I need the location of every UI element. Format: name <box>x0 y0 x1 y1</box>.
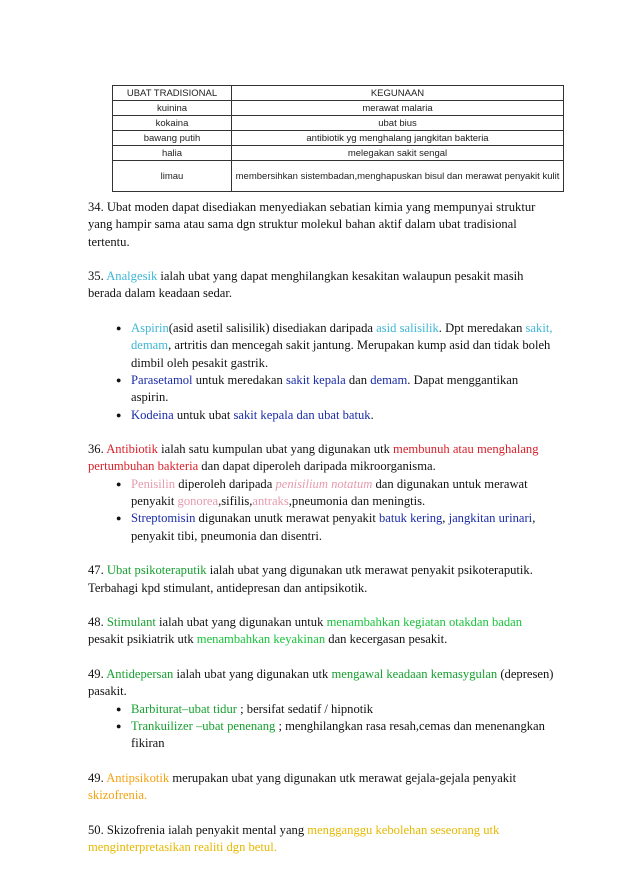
definition: ialah ubat yang digunakan utk merawat penyakit psikoteraputik. Terbahagi kpd stimulant, antidepresan dan antipsikotik. <box>88 563 533 595</box>
highlight: skizofrenia. <box>88 788 148 803</box>
highlight: sakit kepala <box>285 372 346 387</box>
text: ; menghilangkan rasa resah,cemas dan menenangkan fikiran <box>131 718 545 751</box>
table-row <box>113 131 564 146</box>
section-48 <box>88 614 558 649</box>
list-item <box>131 320 558 372</box>
section-number: 49. <box>88 667 107 682</box>
term-analgesik: Analgesik <box>106 269 158 284</box>
cell-ubat: kokaina <box>113 116 232 131</box>
highlight: menambahkan kegiatan otakdan badan <box>326 615 523 630</box>
header-ubat-tradisional: UBAT TRADISIONAL <box>113 86 232 101</box>
cell-ubat: bawang putih <box>113 131 232 146</box>
section-50 <box>88 822 558 857</box>
term-antibiotik: Antibiotik <box>106 442 158 457</box>
text: pesakit psikiatrik utk <box>88 632 197 647</box>
section-35 <box>88 268 558 303</box>
section-49-antidepersan <box>88 666 558 701</box>
term-barbiturat: Barbiturat–ubat tidur <box>131 701 237 716</box>
list-item <box>131 407 558 424</box>
text: diperoleh daripada <box>175 476 276 491</box>
text: dan dapat diperoleh daripada mikroorganisma. <box>198 459 436 474</box>
text: (depresen) pasakit. <box>88 667 554 699</box>
term-parasetamol: Parasetamol <box>131 372 193 387</box>
section-number-text: 50. Skizofrenia ialah penyakit mental yang <box>88 822 308 837</box>
text: . <box>370 407 374 422</box>
text: dan <box>345 372 371 387</box>
text: dan kecergasan pesakit. <box>325 632 448 647</box>
section-number: 48. <box>88 615 107 630</box>
table-row <box>113 146 564 161</box>
cell-kegunaan: antibiotik yg menghalang jangkitan bakteria <box>232 131 564 146</box>
list-item <box>131 701 558 718</box>
cell-ubat: halia <box>113 146 232 161</box>
term-antidepersan: Antidepersan <box>106 667 174 682</box>
notes-body <box>88 199 558 874</box>
section-number: 49. <box>88 770 107 785</box>
term-ubat-psikoteraputik: Ubat psikoteraputik <box>106 563 207 578</box>
text: untuk meredakan <box>192 372 286 387</box>
traditional-medicine-table <box>112 85 564 192</box>
table-row <box>113 161 564 192</box>
text: . Dapat menggantikan aspirin. <box>131 372 519 405</box>
list-item <box>131 510 558 545</box>
highlight: sakit, demam <box>131 321 553 353</box>
highlight: membunuh atau menghalang pertumbuhan bakteria <box>88 442 539 474</box>
cell-kegunaan: ubat bius <box>232 116 564 131</box>
section-49-antipsikotik <box>88 770 558 805</box>
term-stimulant: Stimulant <box>106 615 156 630</box>
text: ialah ubat yang digunakan utk <box>173 667 332 682</box>
highlight: asid salisilik <box>376 321 439 336</box>
highlight: sakit kepala dan ubat batuk <box>233 407 371 422</box>
highlight: menambahkan keyakinan <box>196 632 326 647</box>
text: . Dpt meredakan <box>438 321 526 336</box>
analgesik-list <box>88 320 558 424</box>
text: ,sifilis, <box>218 494 253 509</box>
text: merupakan ubat yang digunakan utk merawat gejala-gejala penyakit <box>169 770 517 785</box>
section-number: 36. <box>88 442 107 457</box>
text: , artritis dan mencegah sakit jantung. Merupakan kump asid dan tidak boleh dimbil oleh pesakit gastrik. <box>131 338 551 370</box>
highlight: jangkitan urinari <box>448 511 533 526</box>
highlight: demam <box>370 372 408 387</box>
term-antipsikotik: Antipsikotik <box>106 770 170 785</box>
term-kodeina: Kodeina <box>131 407 174 422</box>
section-34 <box>88 199 558 251</box>
header-kegunaan: KEGUNAAN <box>232 86 564 101</box>
highlight: mengawal keadaan kemasygulan <box>331 667 498 682</box>
definition: ialah ubat yang dapat menghilangkan kesakitan walaupun pesakit masih berada dalam keadaan sedar. <box>88 269 524 301</box>
text: ,pneumonia dan meningtis. <box>288 494 426 509</box>
cell-ubat: limau <box>113 161 232 192</box>
table-row <box>113 116 564 131</box>
list-item <box>131 372 558 407</box>
term-aspirin: Aspirin <box>131 321 169 336</box>
highlight: gonorea <box>177 494 219 509</box>
highlight: penisilium notatum <box>275 476 373 491</box>
cell-ubat: kuinina <box>113 101 232 116</box>
term-streptomisin: Streptomisin <box>131 511 196 526</box>
text: dan digunakan untuk merawat penyakit <box>131 476 528 509</box>
text: untuk ubat <box>173 407 234 422</box>
section-number: 47. <box>88 563 107 578</box>
text: , penyakit tibi, pneumonia dan disentri. <box>131 511 536 543</box>
text: ; bersifat sedatif / hipnotik <box>236 701 374 716</box>
table-row <box>113 101 564 116</box>
text: ialah satu kumpulan ubat yang digunakan utk <box>157 442 394 457</box>
text: digunakan unutk merawat penyakit <box>195 511 379 526</box>
highlight: mengganggu kebolehan seseorang utk menginterpretasikan realiti dgn betul. <box>88 822 500 854</box>
term-penisilin: Penisilin <box>131 476 176 491</box>
cell-kegunaan: membersihkan sistembadan,menghapuskan bisul dan merawat penyakit kulit <box>232 161 564 192</box>
antibiotik-list <box>88 476 558 545</box>
section-47 <box>88 562 558 597</box>
highlight: batuk kering <box>378 511 443 526</box>
table-header-row <box>113 86 564 101</box>
list-item <box>131 718 558 753</box>
cell-kegunaan: melegakan sakit sengal <box>232 146 564 161</box>
section-number: 35. <box>88 269 107 284</box>
term-trankuilizer: Trankuilizer –ubat penenang <box>131 718 276 733</box>
list-item <box>131 476 558 511</box>
text: (asid asetil salisilik) disediakan daripada <box>168 321 377 336</box>
cell-kegunaan: merawat malaria <box>232 101 564 116</box>
highlight: antraks <box>252 494 289 509</box>
section-34-text: 34. Ubat moden dapat disediakan menyediakan sebatian kimia yang mempunyai struktur yang hampir sama atau sama dgn struktur molekul bahan aktif dalam ubat tradisional tertentu. <box>88 200 536 249</box>
section-36 <box>88 441 558 476</box>
text: , <box>442 511 449 526</box>
text: ialah ubat yang digunakan untuk <box>155 615 327 630</box>
antidepersan-list <box>88 701 558 753</box>
